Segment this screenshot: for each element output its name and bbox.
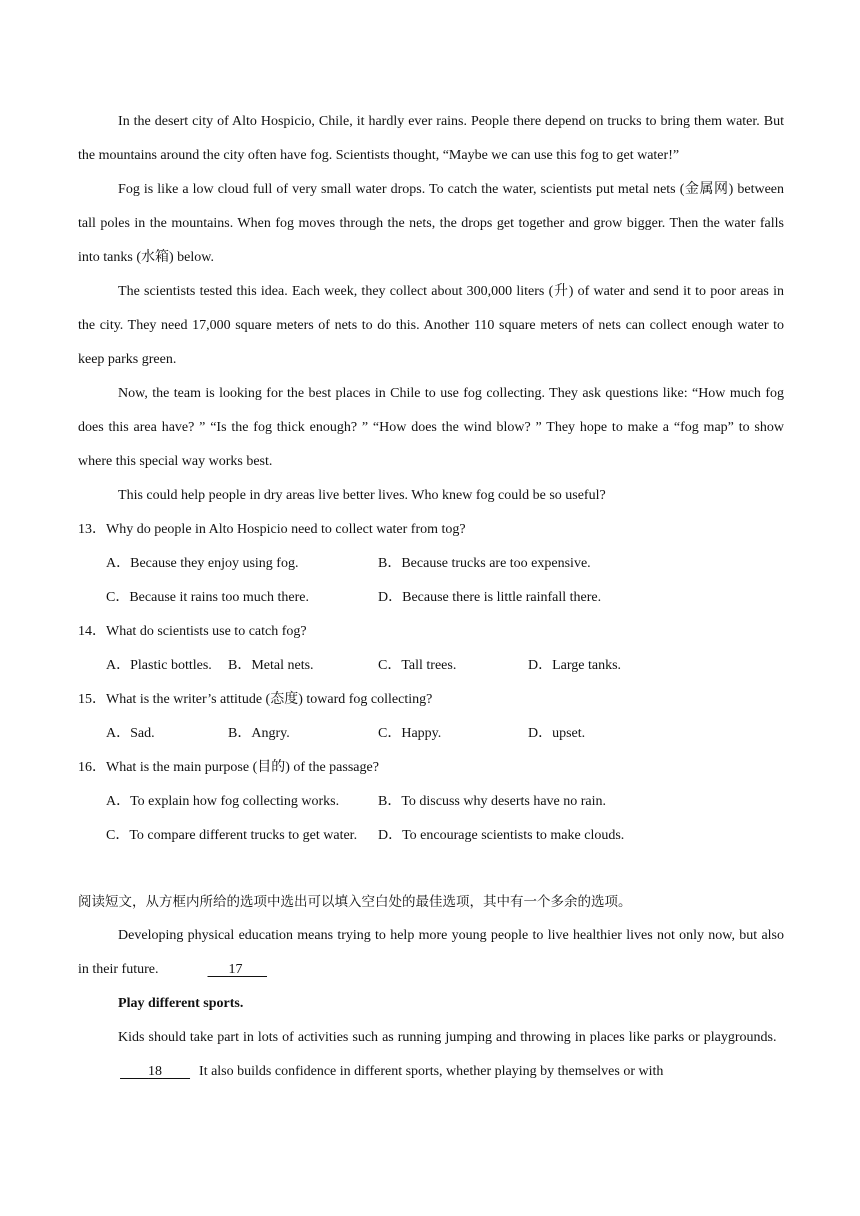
question-16-options-row-1 (78, 785, 784, 819)
option-b: B．Because trucks are too expensive. (378, 556, 591, 571)
passage-paragraph-3: The scientists tested this idea. Each week, they collect about 300,000 liters (升) of water and send it to poor areas in the city. They need 17,000 square meters of nets to do this. Another 110 square meters of nets can collect enough water to keep parks green. (78, 284, 784, 367)
passage-paragraph-4: Now, the team is looking for the best places in Chile to use fog collecting. They ask questions like: “How much fog does this area have? ” “Is the fog thick enough? ” “How does the wind blow? ” They hope to make a “fog map” to show where this special way works best. (78, 386, 784, 469)
option-b: B．Metal nets. (228, 658, 314, 673)
paragraph-text: Kids should take part in lots of activities such as running jumping and throwing in places like parks or playgrounds. (118, 1030, 777, 1045)
section2-paragraph-1 (78, 919, 784, 987)
option-c: C．To compare different trucks to get water. (106, 828, 358, 843)
question-16-stem: 16．What is the main purpose (目的) of the passage? (78, 760, 379, 775)
option-d: D．To encourage scientists to make clouds. (378, 828, 625, 843)
option-a: A．Because they enjoy using fog. (106, 556, 299, 571)
option-d: D．Large tanks. (528, 658, 622, 673)
blank-18 (78, 1055, 192, 1089)
option-d: D．Because there is little rainfall there. (378, 590, 602, 605)
option-c: C．Tall trees. (378, 658, 457, 673)
blank-number: 18 (148, 1064, 163, 1079)
option-b: B．To discuss why deserts have no rain. (378, 794, 607, 809)
section-instruction: 阅读短文，从方框内所给的选项中选出可以填入空白处的最佳选项，其中有一个多余的选项。 (78, 894, 632, 910)
option-b: B．Angry. (228, 726, 290, 741)
question-13-stem: 13．Why do people in Alto Hospicio need to collect water from tog? (78, 522, 466, 537)
section-heading: Play different sports. (118, 996, 244, 1011)
section-gap (78, 853, 784, 885)
passage-paragraph-1: In the desert city of Alto Hospicio, Chile, it hardly ever rains. People there depend on trucks to bring them water. But the mountains around the city often have fog. Scientists thought, “Maybe we can use this fog to get water!” (78, 114, 784, 163)
question-16-options-row-2 (78, 819, 784, 853)
question-15-options-row (78, 717, 784, 751)
section2-paragraph-2 (78, 1021, 784, 1089)
passage-paragraph-2: Fog is like a low cloud full of very small water drops. To catch the water, scientists put metal nets (金属网) between tall poles in the mountains. When fog moves through the nets, the drops get together and grow bigger. Then the water falls into tanks (水箱) below. (78, 182, 784, 265)
paragraph-text: It also builds confidence in different sports, whether playing by themselves or with (199, 1064, 664, 1079)
option-a: A．Plastic bottles. (106, 658, 212, 673)
option-a: A．Sad. (106, 726, 155, 741)
question-14-stem: 14．What do scientists use to catch fog? (78, 624, 307, 639)
question-14-options-row (78, 649, 784, 683)
passage-paragraph-5: This could help people in dry areas live better lives. Who knew fog could be so useful? (118, 488, 606, 503)
option-c: C．Happy. (378, 726, 442, 741)
document-page (78, 105, 784, 1089)
option-c: C．Because it rains too much there. (106, 590, 309, 605)
option-d: D．upset. (528, 726, 586, 741)
blank-number: 17 (228, 962, 243, 977)
question-13-options-row-1 (78, 547, 784, 581)
option-a: A．To explain how fog collecting works. (106, 794, 340, 809)
blank-17 (165, 953, 269, 987)
question-13-options-row-2 (78, 581, 784, 615)
question-15-stem: 15．What is the writer’s attitude (态度) toward fog collecting? (78, 692, 433, 707)
paragraph-text: Developing physical education means trying to help more young people to live healthier lives not only now, but also in their future. (78, 928, 784, 977)
